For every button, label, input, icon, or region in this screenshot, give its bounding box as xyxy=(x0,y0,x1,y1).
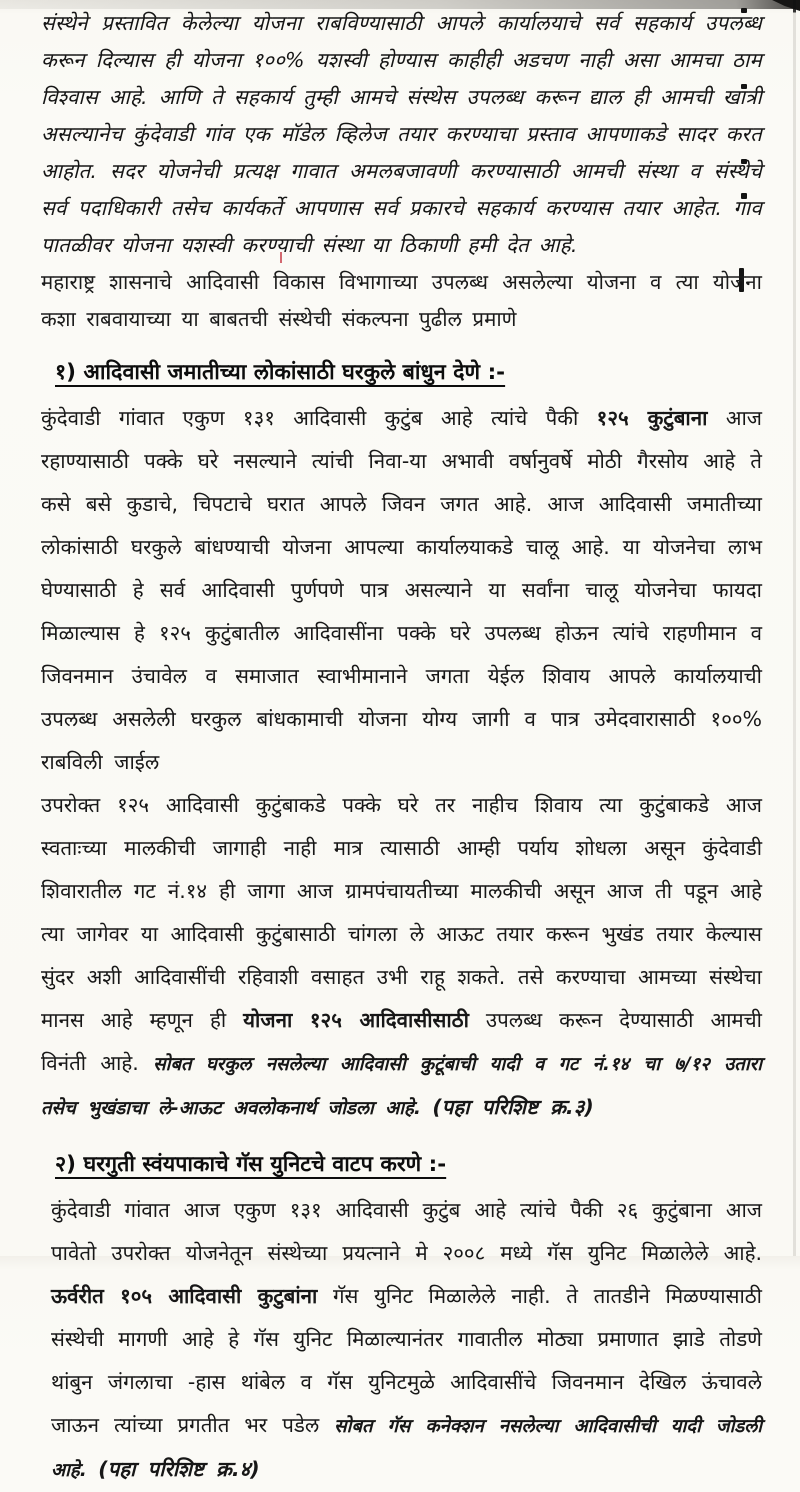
body-paragraph xyxy=(41,397,762,784)
intro-paragraph-regular: महाराष्ट्र शासनाचे आदिवासी विकास विभागाच्या उपलब्ध असलेल्या योजना व त्या योजना कशा राबवायाच्या या बाबतची संस्थेची संकल्पना पुढील प्रमाणे xyxy=(41,270,762,331)
emphasized-text: सोबत घरकुल नसलेल्या आदिवासी कुटूंबाची यादी व गट नं.१४ चा ७/१२ उतारा तसेच भुखंडाचा ले-आऊट अवलोकनार्थ जोडला आहे. xyxy=(41,1054,762,1119)
section-heading: १) आदिवासी जमातीच्या लोकांसाठी घरकुले बांधुन देणे :- xyxy=(55,360,506,385)
scan-right-edge-line xyxy=(793,0,796,1256)
body-text: कुंदेवाडी गांवात एकुण १३१ आदिवासी कुटुंब आहे त्यांचे पैकी xyxy=(41,406,597,430)
emphasized-text: १२५ कुटुंबाना xyxy=(596,406,708,430)
document-sections xyxy=(41,357,762,1492)
emphasized-text: योजना १२५ आदिवासीसाठी xyxy=(243,1008,469,1032)
document-body xyxy=(41,5,762,1492)
body-text: आज रहाण्यासाठी पक्के घरे नसल्याने त्यांची निवा-या अभावी वर्षानुवर्षे मोठी गैरसोय आहे ते कसे बसे कुडाचे, चिपटाचे घरात आपले जिवन जगत आहे. आज आदिवासी जमातीच्या लोकांसाठी घरकुले बांधण्याची योजना आपल्या कार्यालयाकडे चालू आहे. या योजनेचा लाभ घेण्यासाठी हे सर्व आदिवासी पुर्णपणे पात्र असल्याने या सर्वांना चालू योजनेचा फायदा मिळाल्यास हे १२५ कुटुंबातील आदिवासींना पक्के घरे उपलब्ध होऊन त्यांचे राहणीमान व जिवनमान उंचावेल व समाजात स्वाभीमानाने जगता येईल शिवाय आपले कार्यालयाची उपलब्ध असलेली घरकुल बांधकामाची योजना योग्य जागी व पात्र उमेदवारासाठी १००% राबविली जाईल xyxy=(41,406,762,774)
document-section xyxy=(41,357,762,1130)
emphasized-text: ऊर्वरीत १०५ आदिवासी कुटुबांना xyxy=(51,1284,318,1308)
body-text: उपलब्ध करून देण्यासाठी आमची विनंती आहे. xyxy=(41,1008,762,1075)
emphasized-text: सोबत गॅस कनेक्शन नसलेल्या आदिवासीची यादी जोडली आहे. xyxy=(51,1416,762,1481)
section-heading: २) घरगुती स्वंयपाकाचे गॅस युनिटचे वाटप करणे :- xyxy=(55,1152,447,1177)
body-paragraph xyxy=(41,784,762,1130)
emphasized-text: (पहा परिशिष्ट क्र.४) xyxy=(98,1457,260,1481)
body-text: उपरोक्त १२५ आदिवासी कुटुंबाकडे पक्के घरे तर नाहीच शिवाय त्या कुटुंबाकडे आज स्वताःच्या मालकीची जागाही नाही मात्र त्यासाठी आम्ही पर्याय शोधला असून कुंदेवाडी शिवारातील गट नं.१४ ही जागा आज ग्रामपंचायतीच्या मालकीची असून आज ती पडून आहे त्या जागेवर या आदिवासी कुटुंबासाठी चांगला ले आऊट तयार करून भुखंड तयार केल्यास सुंदर अशी आदिवासींची रहिवाशी वसाहत उभी राहू शकते. तसे करण्याचा आमच्या संस्थेचा मानस आहे म्हणून ही xyxy=(41,793,762,1032)
emphasized-text: (पहा परिशिष्ट क्र.३) xyxy=(432,1095,594,1119)
document-section xyxy=(41,1149,762,1492)
body-text: गॅस युनिट मिळालेले नाही. ते तातडीने मिळण्यासाठी संस्थेची मागणी आहे हे गॅस युनिट मिळाल्यानंतर गावातील मोठ्या प्रमाणात झाडे तोडणे थांबुन जंगलाचा -हास थांबेल व गॅस युनिटमुळे आदिवासींचे जिवनमान देखिल ऊंचावले जाऊन त्यांच्या प्रगतीत भर पडेल xyxy=(51,1284,762,1437)
body-paragraph xyxy=(41,1189,762,1492)
intro-paragraph-handstyle: संस्थेने प्रस्तावित केलेल्या योजना राबविण्यासाठी आपले कार्यालयाचे सर्व सहकार्य उपलब्ध करून दिल्यास ही योजना १००% यशस्वी होण्यास काहीही अडचण नाही असा आमचा ठाम विश्वास आहे. आणि ते सहकार्य तुम्ही आमचे संस्थेस उपलब्ध करून द्याल ही आमची खात्री असल्यानेच कुंदेवाडी गांव एक मॉडेल व्हिलेज तयार करण्याचा प्रस्ताव आपणाकडे सादर करत आहोत. सदर योजनेची प्रत्यक्ष गावात अमलबजावणी करण्यासाठी आमची संस्था व संस्थेचे सर्व पदाधिकारी तसेच कार्यकर्ते आपणास सर्व प्रकारचे सहकार्य करण्यास तयार आहेत. गाव पातळीवर योजना यशस्वी करण्याची संस्था या ठिकाणी हमी देत आहे. xyxy=(41,11,762,257)
body-text: कुंदेवाडी गांवात आज एकुण १३१ आदिवासी कुटुंब आहे त्यांचे पैकी २६ कुटुंबाना आज पावेतो उपरोक्त योजनेतून संस्थेच्या प्रयत्नाने मे २००८ मध्ये गॅस युनिट मिळालेले आहे. xyxy=(51,1198,763,1265)
